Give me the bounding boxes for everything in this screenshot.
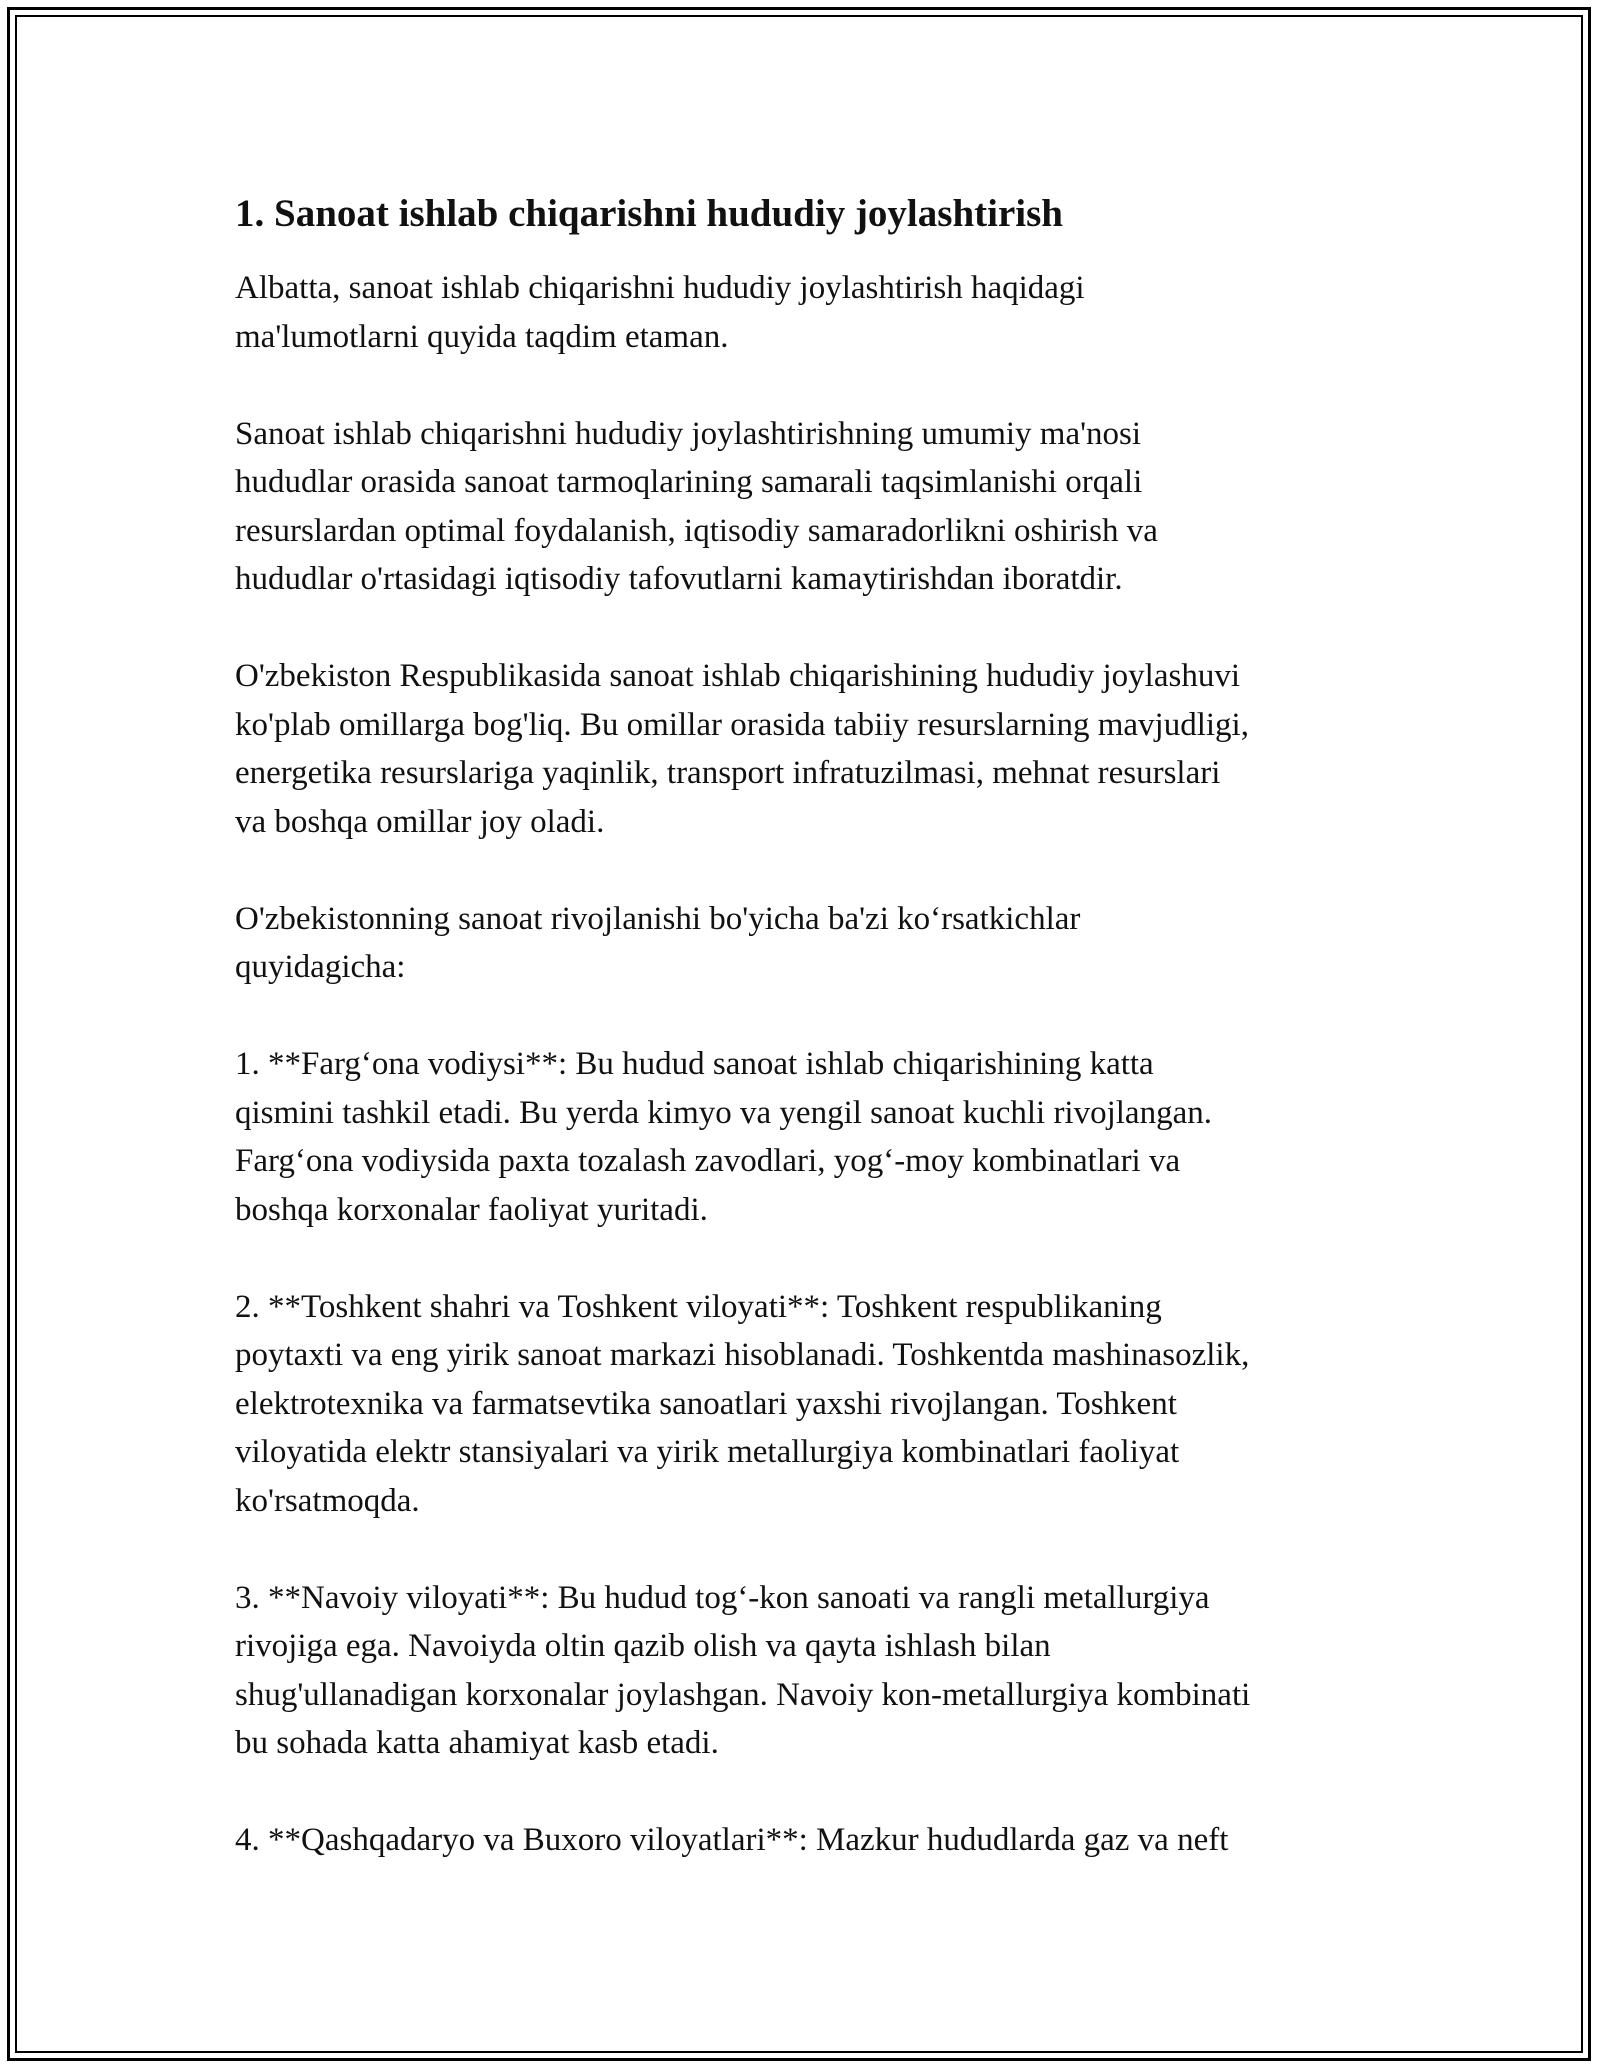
list-item-tashkent: 2. **Toshkent shahri va Toshkent viloyati**: Toshkent respublikaning poytaxti va eng yirik sanoat markazi hisoblanadi. Toshkentda mashinasozlik, elektrotexnika va farmatsevtika sanoatlari yaxshi rivojlangan. Toshkent viloyatida elektr stansiyalari va yirik metallurgiya kombinatlari faoliyat ko'rsatmoqda.: [235, 1288, 1250, 1519]
page-title: 1. Sanoat ishlab chiqarishni hududiy joylashtirish: [235, 192, 1063, 235]
list-item-kashkadarya-bukhara: 4. **Qashqadaryo va Buxoro viloyatlari**: Mazkur hududlarda gaz va neft: [235, 1822, 1229, 1858]
document-body: [235, 188, 1385, 1913]
paragraph-indicators-intro: O'zbekistonning sanoat rivojlanishi bo'yicha ba'zi ko‘rsatkichlar quyidagicha:: [235, 900, 1081, 985]
list-item-navoi: 3. **Navoiy viloyati**: Bu hudud tog‘-kon sanoati va rangli metallurgiya rivojiga ega. Navoiyda oltin qazib olish va qayta ishlash bilan shug'ullanadigan korxonalar joylashgan. Navoiy kon-metallurgiya kombinati bu sohada katta ahamiyat kasb etadi.: [235, 1579, 1251, 1761]
paragraph-factors: O'zbekiston Respublikasida sanoat ishlab chiqarishining hududiy joylashuvi ko'plab omillarga bog'liq. Bu omillar orasida tabiiy resurslarning mavjudligi, energetika resurslariga yaqinlik, transport infratuzilmasi, mehnat resurslari va boshqa omillar joy oladi.: [235, 658, 1249, 840]
paragraph-definition: Sanoat ishlab chiqarishni hududiy joylashtirishning umumiy ma'nosi hududlar orasida sanoat tarmoqlarining samarali taqsimlanishi orqali resurslardan optimal foydalanish, iqtisodiy samaradorlikni oshirish va hududlar o'rtasidagi iqtisodiy tafovutlarni kamaytirishdan iboratdir.: [235, 415, 1158, 597]
list-item-fergana: 1. **Farg‘ona vodiysi**: Bu hudud sanoat ishlab chiqarishining katta qismini tashkil etadi. Bu yerda kimyo va yengil sanoat kuchli rivojlangan. Farg‘ona vodiysida paxta tozalash zavodlari, yog‘-moy kombinatlari va boshqa korxonalar faoliyat yuritadi.: [235, 1046, 1212, 1228]
paragraph-intro: Albatta, sanoat ishlab chiqarishni hududiy joylashtirish haqidagi ma'lumotlarni quyida taqdim etaman.: [235, 270, 1085, 355]
